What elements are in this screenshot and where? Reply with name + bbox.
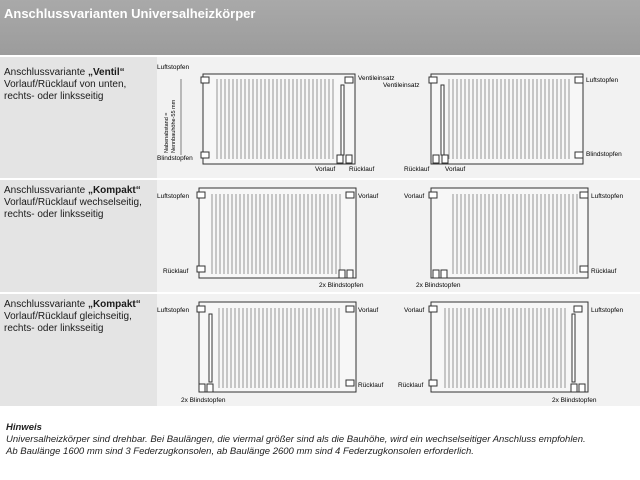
ruecklauf-label: Rücklauf: [404, 166, 430, 173]
hint-line: Ab Baulänge 1600 mm sind 3 Federzugkonsolen, ab Baulänge 2600 mm sind 4 Federzugkonsolen erforderlich.: [6, 446, 474, 457]
ventileinsatz-plug: [429, 77, 437, 83]
valve-pipe: [441, 85, 444, 155]
variant-description: [4, 299, 156, 335]
variant-name: „Kompakt“: [87, 299, 141, 310]
blindstopfen-plug: [433, 270, 439, 278]
variant-diagram-cell: [157, 294, 640, 406]
luftstopfen-plug: [197, 306, 205, 312]
page-title: Anschlussvarianten Universalheizkörper: [4, 6, 256, 21]
luftstopfen-plug: [201, 77, 209, 83]
variant-diagram-cell: [157, 180, 640, 292]
variant-diagram-cell: [157, 57, 640, 178]
radiator-left: [157, 188, 378, 289]
vorlauf-connector: [442, 155, 448, 163]
variant-label-cell: [0, 180, 157, 292]
ruecklauf-connector: [429, 380, 437, 386]
variant-name-prefix: Anschlussvariante: [4, 185, 88, 196]
blindstopfen-plug: [339, 270, 345, 278]
radiator-left: [157, 64, 395, 173]
blindstopfen-label: 2x Blindstopfen: [552, 397, 597, 404]
variant-row-ventil: [0, 57, 640, 178]
ruecklauf-label: Rücklauf: [358, 382, 384, 389]
blindstopfen-label: Blindstopfen: [586, 151, 622, 158]
variant-desc-line: rechts- oder linksseitig: [4, 323, 104, 334]
luftstopfen-label: Luftstopfen: [591, 307, 624, 314]
vorlauf-connector: [346, 306, 354, 312]
variant-label-cell: [0, 294, 157, 406]
variant-label-cell: [0, 57, 157, 178]
ruecklauf-connector: [580, 266, 588, 272]
dimension-label: Nennbauhöhe-55 mm: [171, 99, 177, 153]
vorlauf-label: Vorlauf: [358, 307, 379, 314]
variant-desc-line: Vorlauf/Rücklauf von unten,: [4, 79, 127, 90]
blindstopfen-label: 2x Blindstopfen: [416, 282, 461, 289]
ruecklauf-label: Rücklauf: [163, 268, 189, 275]
hint-line: Universalheizkörper sind drehbar. Bei Baulängen, die viermal größer sind als die Bauhöhe, wird ein wechselseitiger Anschluss empfohlen.: [6, 434, 586, 445]
vorlauf-label: Vorlauf: [315, 166, 336, 173]
variant-name: „Ventil“: [87, 67, 125, 78]
radiator-diagram-kompakt-gleichseitig: [157, 294, 640, 406]
variant-row-kompakt-wechselseitig: [0, 180, 640, 292]
ruecklauf-connector: [346, 155, 352, 163]
ruecklauf-label: Rücklauf: [398, 382, 424, 389]
radiator-diagram-kompakt-wechselseitig: [157, 180, 640, 292]
luftstopfen-plug: [574, 306, 582, 312]
inner-pipe: [209, 314, 212, 382]
ruecklauf-label: Rücklauf: [591, 268, 617, 275]
luftstopfen-label: Luftstopfen: [157, 307, 190, 314]
blindstopfen-plug: [575, 152, 583, 158]
variant-row-kompakt-gleichseitig: [0, 294, 640, 406]
valve-pipe: [341, 85, 344, 155]
vorlauf-label: Vorlauf: [404, 307, 425, 314]
hint-title: Hinweis: [6, 422, 42, 433]
radiator-right: [383, 74, 622, 173]
vorlauf-connector: [429, 306, 437, 312]
variant-name-prefix: Anschlussvariante: [4, 299, 88, 310]
vorlauf-label: Vorlauf: [404, 193, 425, 200]
blindstopfen-plug: [579, 384, 585, 392]
ventileinsatz-label: Ventileinsatz: [358, 75, 395, 82]
blindstopfen-plug: [571, 384, 577, 392]
luftstopfen-label: Luftstopfen: [586, 77, 619, 84]
blindstopfen-plug: [201, 152, 209, 158]
ruecklauf-connector: [197, 266, 205, 272]
ruecklauf-connector: [346, 380, 354, 386]
variant-desc-line: rechts- oder linksseitig: [4, 209, 104, 220]
ventileinsatz-label: Ventileinsatz: [383, 82, 420, 89]
luftstopfen-label: Luftstopfen: [157, 64, 190, 71]
radiator-left: [157, 302, 383, 404]
page-header: [0, 0, 640, 55]
vorlauf-label: Vorlauf: [445, 166, 466, 173]
ruecklauf-label: Rücklauf: [349, 166, 375, 173]
ventileinsatz-plug: [345, 77, 353, 83]
variant-desc-line: Vorlauf/Rücklauf wechselseitig,: [4, 197, 142, 208]
radiator-right: [404, 188, 624, 289]
variant-description: [4, 185, 156, 221]
variant-desc-line: Vorlauf/Rücklauf gleichseitig,: [4, 311, 132, 322]
vorlauf-connector: [429, 192, 437, 198]
luftstopfen-label: Luftstopfen: [591, 193, 624, 200]
luftstopfen-plug: [197, 192, 205, 198]
luftstopfen-plug: [575, 77, 583, 83]
dimension-label: Nabenabstand =: [164, 112, 170, 153]
hint-note: [6, 422, 634, 458]
vorlauf-connector: [346, 192, 354, 198]
variant-name-prefix: Anschlussvariante: [4, 67, 88, 78]
variant-name: „Kompakt“: [87, 185, 141, 196]
radiator-diagram-ventil: [157, 57, 640, 178]
variant-description: [4, 67, 156, 103]
blindstopfen-label: Blindstopfen: [157, 155, 193, 162]
blindstopfen-plug: [347, 270, 353, 278]
blindstopfen-label: 2x Blindstopfen: [181, 397, 226, 404]
blindstopfen-plug: [199, 384, 205, 392]
vorlauf-label: Vorlauf: [358, 193, 379, 200]
inner-pipe: [572, 314, 575, 382]
blindstopfen-plug: [207, 384, 213, 392]
radiator-right: [398, 302, 624, 404]
blindstopfen-plug: [441, 270, 447, 278]
blindstopfen-label: 2x Blindstopfen: [319, 282, 364, 289]
luftstopfen-plug: [580, 192, 588, 198]
luftstopfen-label: Luftstopfen: [157, 193, 190, 200]
vorlauf-connector: [337, 155, 343, 163]
dimension-annotation: [164, 99, 177, 153]
ruecklauf-connector: [433, 155, 439, 163]
variant-desc-line: rechts- oder linksseitig: [4, 91, 104, 102]
